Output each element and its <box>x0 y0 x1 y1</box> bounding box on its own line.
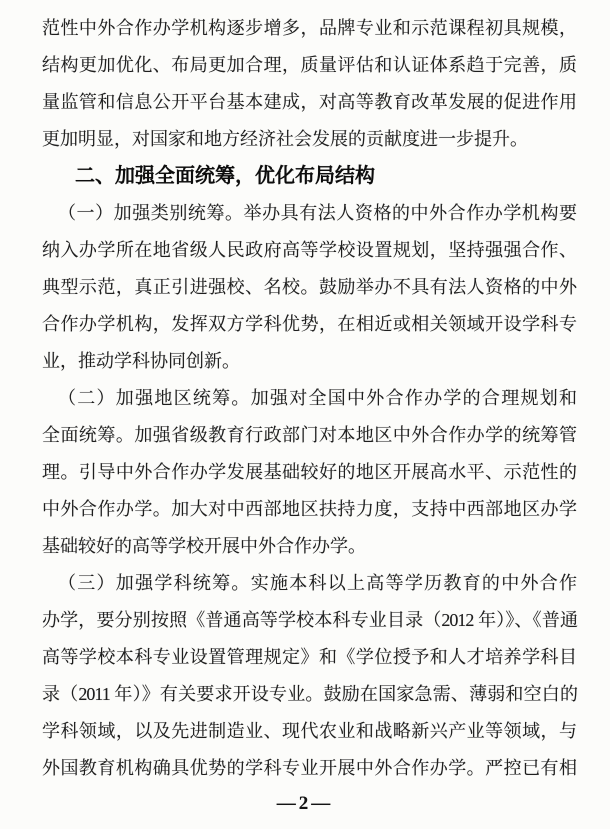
page-number: —2— <box>276 793 334 814</box>
paragraph <box>42 380 577 565</box>
body-line: （一）加强类别统筹。举办具有法人资格的中外合作办学机构要 <box>58 203 577 223</box>
body-line: 中外合作办学。加大对中西部地区扶持力度，支持中西部地区办学 <box>42 499 577 519</box>
body-line: 学科领域，以及先进制造业、现代农业和战略新兴产业等领域，与 <box>42 721 577 741</box>
body-line: 纳入办学所在地省级人民政府高等学校设置规划，坚持强强合作、 <box>42 240 577 260</box>
body-line: 基础较好的高等学校开展中外合作办学。 <box>42 536 366 556</box>
document-body <box>42 10 577 787</box>
body-line: 典型示范，真正引进强校、名校。鼓励举办不具有法人资格的中外 <box>42 277 577 297</box>
body-line: 外国教育机构确具优势的学科专业开展中外合作办学。严控已有相 <box>42 758 577 778</box>
body-line: （三）加强学科统筹。实施本科以上高等学历教育的中外合作 <box>58 573 577 593</box>
body-line: 量监管和信息公开平台基本建成，对高等教育改革发展的促进作用 <box>42 92 577 112</box>
body-line: 范性中外合作办学机构逐步增多，品牌专业和示范课程初具规模， <box>42 18 577 38</box>
paragraph <box>42 195 577 380</box>
body-line: 理。引导中外合作办学发展基础较好的地区开展高水平、示范性的 <box>42 462 577 482</box>
section-heading: 二、加强全面统筹，优化布局结构 <box>75 165 375 187</box>
body-line: （二）加强地区统筹。加强对全国中外合作办学的合理规划和 <box>58 388 577 408</box>
body-line: 结构更加优化、布局更加合理，质量评估和认证体系趋于完善，质 <box>42 55 577 75</box>
body-line: 办学，要分别按照《普通高等学校本科专业目录（2012 年）》、《普通 <box>42 610 577 630</box>
body-line: 录（2011 年）》有关要求开设专业。鼓励在国家急需、薄弱和空白的 <box>42 684 577 704</box>
body-line: 全面统筹。加强省级教育行政部门对本地区中外合作办学的统筹管 <box>42 425 577 445</box>
body-line: 业，推动学科协同创新。 <box>42 351 240 371</box>
paragraph <box>42 565 577 787</box>
body-line: 合作办学机构，发挥双方学科优势，在相近或相关领域开设学科专 <box>42 314 577 334</box>
body-line: 高等学校本科专业设置管理规定》和《学位授予和人才培养学科目 <box>42 647 577 667</box>
body-line: 更加明显，对国家和地方经济社会发展的贡献度进一步提升。 <box>42 129 528 149</box>
paragraph <box>42 10 577 158</box>
